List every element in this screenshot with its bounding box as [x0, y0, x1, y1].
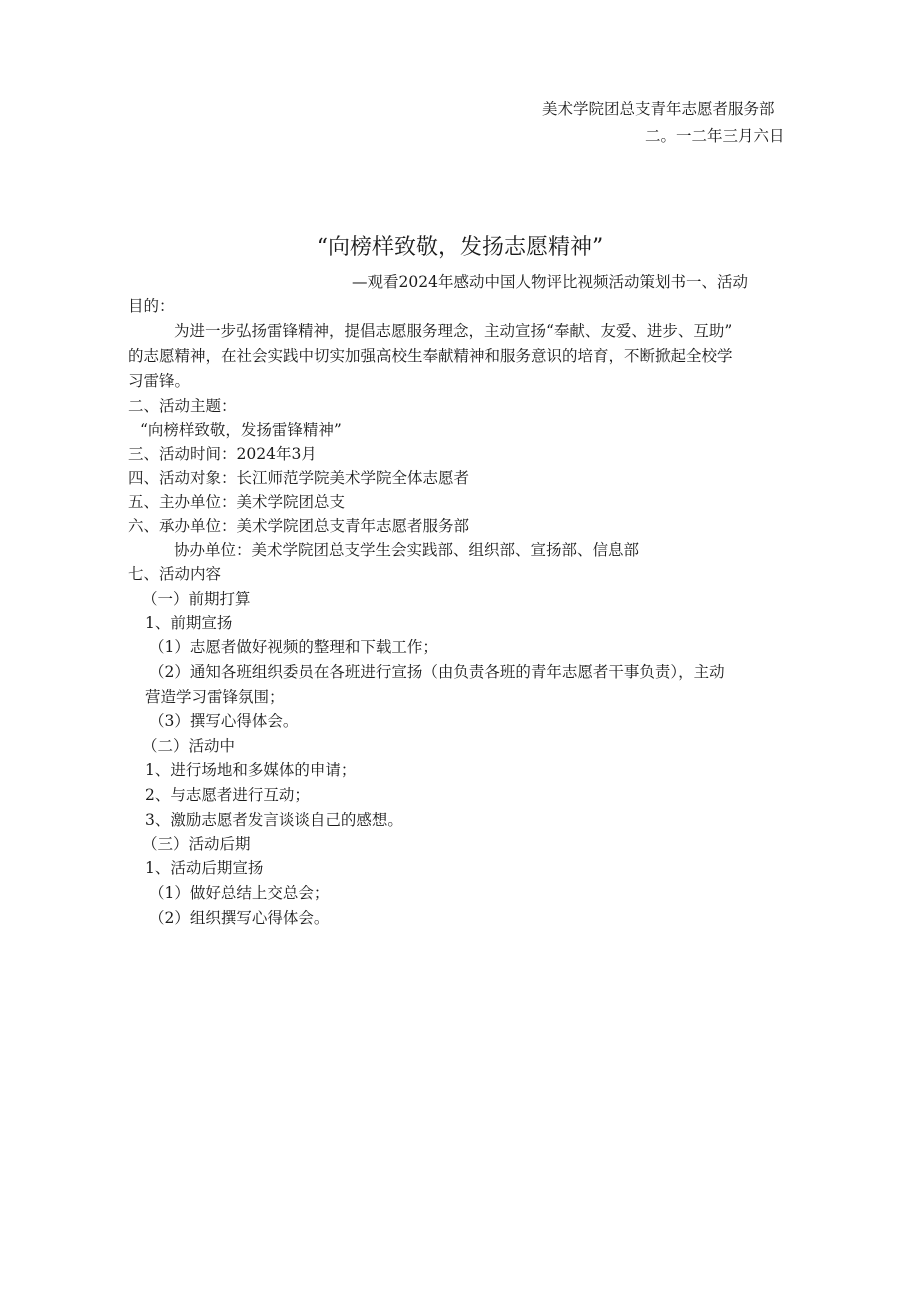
phase1-item1: （1）志愿者做好视频的整理和下载工作； [149, 638, 438, 656]
phase3-item2: （2）组织撰写心得体会。 [149, 909, 330, 927]
activity-target: 四、活动对象：长江师范学院美术学院全体志愿者 [128, 469, 470, 487]
phase2-item1: 1、进行场地和多媒体的申请； [145, 761, 357, 779]
purpose-line-1: 为进一步弘扬雷锋精神，提倡志愿服务理念，主动宣扬“奉献、友爱、进步、互助” [174, 322, 733, 340]
phase3-heading: （三）活动后期 [142, 835, 251, 853]
phase1-item2a: （2）通知各班组织委员在各班进行宣扬（由负责各班的青年志愿者干事负责），主动 [149, 663, 725, 681]
phase1-sub1: 1、前期宣扬 [145, 614, 233, 632]
organizer-unit: 六、承办单位：美术学院团总支青年志愿者服务部 [128, 517, 470, 535]
header-org: 美术学院团总支青年志愿者服务部 [542, 100, 775, 118]
phase3-item1: （1）做好总结上交总会； [149, 884, 330, 902]
header-date: 二。一二年三月六日 [645, 127, 785, 145]
phase2-item2: 2、与志愿者进行互动； [145, 786, 310, 804]
theme-text: “向榜样致敬，发扬雷锋精神” [140, 421, 342, 439]
activity-time: 三、活动时间：2024年3月 [128, 445, 317, 463]
purpose-line-2: 的志愿精神，在社会实践中切实加强高校生奉献精神和服务意识的培育，不断掀起全校学 [128, 347, 733, 365]
phase2-item3: 3、激励志愿者发言谈谈自己的感想。 [145, 811, 403, 829]
document-title: “向榜样致敬，发扬志愿精神” [316, 235, 604, 260]
phase2-heading: （二）活动中 [142, 737, 236, 755]
content-heading: 七、活动内容 [128, 565, 222, 583]
phase1-item2b: 营造学习雷锋氛围； [145, 688, 285, 706]
subtitle: —观看2024年感动中国人物评比视频活动策划书一、活动 [352, 273, 748, 291]
purpose-line-3: 习雷锋。 [128, 372, 191, 390]
theme-heading: 二、活动主题： [128, 397, 237, 415]
phase1-heading: （一）前期打算 [142, 590, 251, 608]
phase3-sub1: 1、活动后期宣扬 [145, 859, 264, 877]
host-unit: 五、主办单位：美术学院团总支 [128, 493, 346, 511]
phase1-item3: （3）撰写心得体会。 [149, 712, 299, 730]
co-organizer-unit: 协办单位：美术学院团总支学生会实践部、组织部、宣扬部、信息部 [174, 541, 640, 559]
subtitle-continuation: 目的： [128, 297, 175, 315]
